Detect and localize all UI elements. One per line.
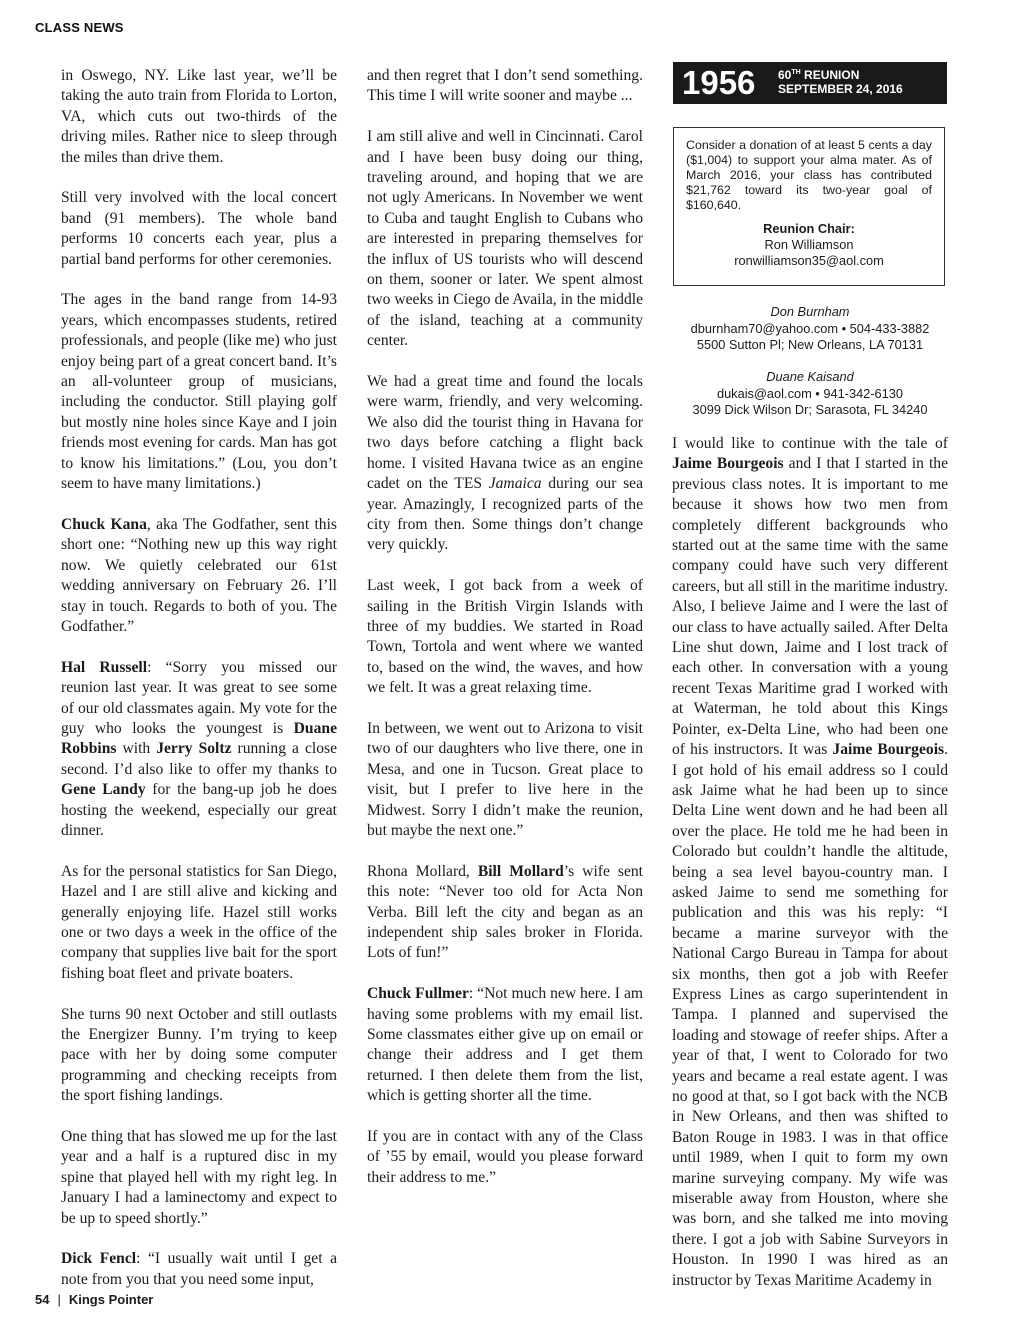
reunion-chair	[686, 221, 932, 269]
paragraph: I would like to continue with the tale of Jaime Bourgeois and I that I started in the previous class notes. It is important to me because it shows how two men from completely different backgrounds who started out at the same time with the same company could have such very different careers, but all still in the maritime industry. Also, I believe Jaime and I were the last of our class to have actually sailed. After Delta Line shut down, Jaime and I lost track of each other. In conversation with a young recent Texas Maritime grad I worked with at Waterman, he told about this Kings Pointer, ex-Delta Line, who had been one of his instructors. It was Jaime Bourgeois. I got hold of his email address so I could ask Jaime what he had been up to since Delta Line went down and he had been all over the place. He told me he had been in Colorado but couldn’t handle the altitude, being a sea level bayou-country man. I asked Jaime to send me something for publication and this was his reply: “I became a marine surveyor with the National Cargo Bureau in Tampa for about six months, then got a job with Reefer Express Lines as cargo superintendent in Tampa. I planned and supervised the loading and stowage of reefer ships. After a year of that, I went to Colorado for two years and became a real estate agent. I was no good at that, so I got back with the NCB in New Orleans, and then was shifted to Baton Rouge in 1983. I was in that office until 1989, when I quit to form my own marine surveying company. My wife was miserable away from Houston, where she was born, and she talked me into moving there. I got a job with Sabine Surveyors in Houston. In 1990 I was hired as an instructor by Texas Maritime Academy in	[672, 435, 948, 1289]
paragraph: I am still alive and well in Cincinnati. Carol and I have been busy doing our thing, traveling around, and hoping that we are not ugly Americans. In November we went to Cuba and taught English to Cubans who are interested in preparing themselves for the influx of US tourists who will descend on them, sooner or later. We spent almost two weeks in Ciego de Availa, in the middle of the island, teaching at a community center.	[367, 128, 643, 350]
paragraph: She turns 90 next October and still outlasts the Energizer Bunny. I’m trying to keep pace with her by doing some computer programming and checking receipts from the sport fishing landings.	[61, 1005, 337, 1105]
classmate-name: Hal Russell	[61, 658, 148, 676]
paragraph: Hal Russell: “Sorry you missed our reunion last year. It was great to see some of our old classmates again. My vote for the guy who looks the youngest is Duane Robbins with Jerry Soltz running a close second. I’d also like to offer my thanks to Gene Landy for the bang-up job he does hosting the weekend, especially our great dinner.	[61, 658, 337, 839]
column-1	[61, 66, 337, 1290]
classmate-name: Chuck Kana	[61, 515, 147, 533]
class-year-banner	[673, 62, 947, 104]
publication-name: Kings Pointer	[68, 1292, 154, 1307]
paragraph: If you are in contact with any of the Class of ’55 by email, would you please forward their address to me.”	[367, 1128, 643, 1186]
paragraph: in Oswego, NY. Like last year, we’ll be taking the auto train from Florida to Lorton, VA, which cuts out two-thirds of the driving miles. Rather nice to sleep through the miles than drive them.	[61, 67, 337, 166]
paragraph: In between, we went out to Arizona to visit two of our daughters who live there, one in Mesa, and one in Tucson. Great place to visit, but I prefer to live here in the Midwest. Sorry I didn’t make the reunion, but maybe the next one.”	[367, 719, 643, 839]
paragraph: Chuck Fullmer: “Not much new here. I am having some problems with my email list. Some classmates either give up on email or change their address and I get them returned. I then delete them from the list, which is getting shorter all the time.	[367, 985, 643, 1105]
correspondent-address: 3099 Dick Wilson Dr; Sarasota, FL 34240	[692, 402, 928, 417]
classmate-name: Jaime Bourgeois	[832, 741, 945, 759]
classmate-name: Jaime Bourgeois	[672, 455, 784, 473]
column-3	[672, 434, 948, 1291]
class-year: 1956	[682, 64, 756, 101]
paragraph: One thing that has slowed me up for the last year and a half is a ruptured disc in my spine that played hell with my right leg. In January I had a laminectomy and expect to be up to speed shortly.”	[61, 1128, 337, 1227]
page-number: 54	[35, 1292, 50, 1307]
column-2	[367, 66, 643, 1188]
correspondent-email-phone: dukais@aol.com • 941-342-6130	[716, 385, 904, 401]
classmate-name: Duane Robbins	[61, 719, 337, 758]
paragraph: As for the personal statistics for San Diego, Hazel and I are still alive and kicking and generally enjoying life. Hazel still works one or two days a week in the office of the company that supplies live bait for the sport fishing boat fleet and private boaters.	[61, 862, 337, 982]
paragraph: Chuck Kana, aka The Godfather, sent this short one: “Nothing new up this way right now. We quietly celebrated our 61st wedding anniversary on February 26. I’ll stay in touch. Regards to both of you. The Godfather.”	[61, 515, 337, 635]
classmate-name: Jerry Soltz	[156, 740, 232, 758]
classmate-name: Chuck Fullmer	[367, 985, 469, 1003]
reunion-date: SEPTEMBER 24, 2016	[778, 82, 903, 96]
page-footer	[35, 1292, 153, 1307]
classmate-name: Gene Landy	[61, 781, 146, 799]
reunion-chair-name: Ron Williamson	[764, 237, 854, 252]
correspondent-name: Don Burnham	[770, 304, 850, 319]
correspondent-name: Duane Kaisand	[766, 369, 854, 384]
correspondent-address: 5500 Sutton Pl; New Orleans, LA 70131	[696, 337, 924, 352]
reunion-chair-heading: Reunion Chair:	[763, 221, 855, 236]
paragraph: Still very involved with the local concert band (91 members). The whole band performs 10 concerts each year, plus a partial band performs for other ceremonies.	[61, 189, 337, 268]
classmate-name: Dick Fencl	[61, 1250, 137, 1268]
ship-name: Jamaica	[488, 475, 542, 493]
correspondent-email-phone: dburnham70@yahoo.com • 504-433-3882	[690, 320, 930, 336]
correspondent-contact	[672, 369, 948, 419]
footer-separator: |	[57, 1292, 61, 1307]
donation-box	[673, 127, 945, 286]
paragraph: Last week, I got back from a week of sailing in the British Virgin Islands with three of my buddies. We started in Road Town, Tortola and went where we wanted to, based on the wind, the waves, and how we felt. It was a great relaxing time.	[367, 577, 643, 697]
paragraph: Rhona Mollard, Bill Mollard’s wife sent this note: “Never too old for Acta Non Verba. Bill left the city and began as an independent ship sales broker in Florida. Lots of fun!”	[367, 862, 643, 962]
paragraph: Dick Fencl: “I usually wait until I get a note from you that you need some input,	[61, 1250, 337, 1288]
donation-message: Consider a donation of at least 5 cents a day ($1,004) to support your alma mater. As of March 2016, your class has contributed $21,762 toward its two-year goal of $160,640.	[686, 138, 932, 212]
classmate-name: Bill Mollard	[477, 862, 564, 880]
paragraph: and then regret that I don’t send something. This time I will write sooner and maybe ...	[367, 67, 643, 105]
correspondent-contact	[672, 304, 948, 354]
reunion-info: 60TH REUNION SEPTEMBER 24, 2016	[778, 68, 903, 96]
paragraph: The ages in the band range from 14-93 years, which encompasses students, retired professionals, and people (like me) who just enjoy being part of a great concert band. It’s an all-volunteer group of musicians, including the conductor. Still playing golf but mostly nine holes since Kaye and I join friends most evening for cards. Man has got to know his limitations.” (Lou, you don’t seem to have many limitations.)	[61, 291, 337, 493]
section-label: CLASS NEWS	[35, 20, 124, 35]
paragraph: We had a great time and found the locals were warm, friendly, and very welcoming. We also did the tourist thing in Havana for two days before catching a flight back home. I visited Havana twice as an engine cadet on the TES Jamaica during our sea year. Amazingly, I recognized parts of the city from then. Some things don’t change very quickly.	[367, 373, 644, 554]
reunion-chair-email: ronwilliamson35@aol.com	[734, 253, 884, 268]
